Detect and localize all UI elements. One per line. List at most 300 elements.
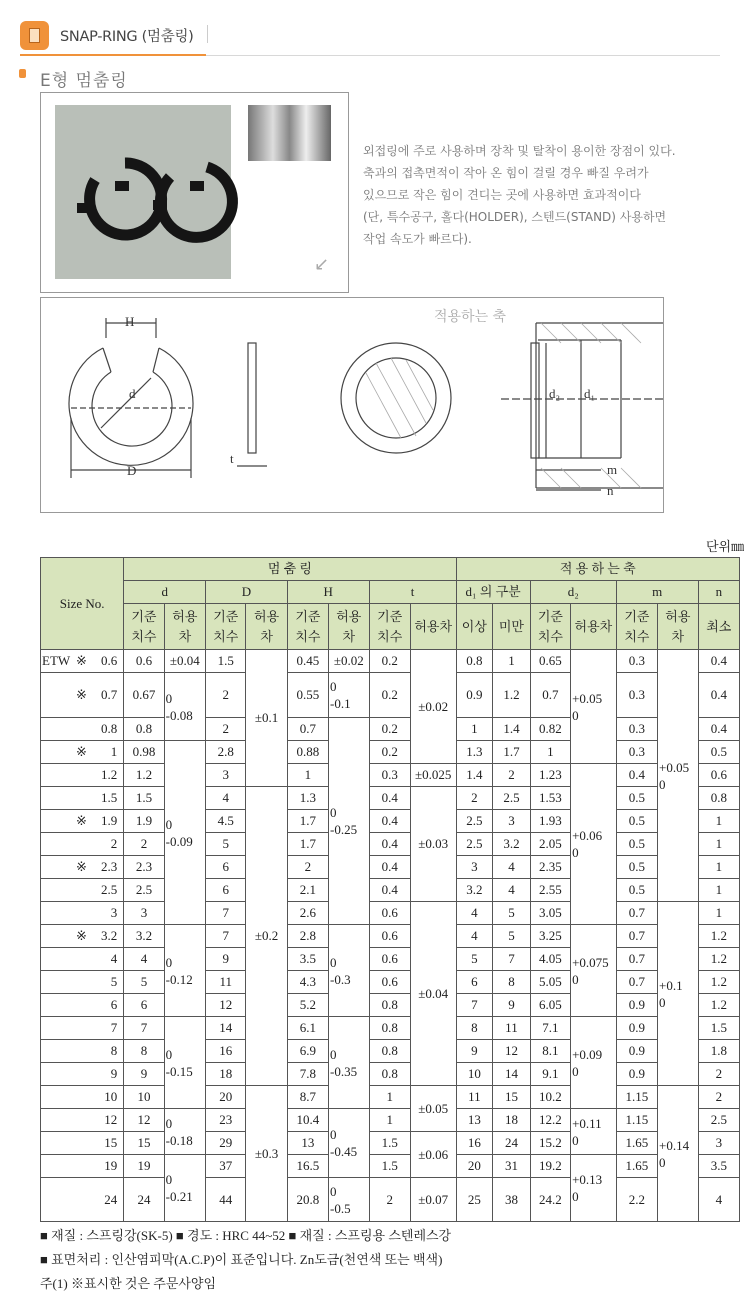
tolerance-line: +0.11 [572,1115,602,1131]
n-cell: 0.4 [698,673,739,718]
n-cell: 1.5 [698,1017,739,1040]
d1b-cell: 4 [493,879,531,902]
tolerance-line: ±0.02 [418,698,449,714]
d1b-cell: 1.2 [493,673,531,718]
d-tolerance-cell [164,1109,206,1155]
tolerance-line: ±0.3 [254,1145,279,1161]
m-cell: 2.2 [616,1178,657,1222]
shaft-group-header: 적 용 하 는 축 [456,558,739,581]
tolerance-line: 0 [572,971,579,987]
n-cell: 1.2 [698,971,739,994]
size-cell [41,994,124,1017]
n-cell: 2 [698,1086,739,1109]
size-cell [41,1063,124,1086]
column-header [329,604,370,650]
n-cell: 2.5 [698,1109,739,1132]
t-cell: 0.4 [369,879,410,902]
n-cell: 0.6 [698,764,739,787]
d2-cell: 0.65 [530,650,570,673]
d1a-cell: 10 [456,1063,493,1086]
description [363,140,743,250]
D-cell: 11 [206,971,246,994]
table-row [41,971,740,994]
label-d: d [129,386,136,401]
size-cell [41,650,124,673]
description-line: 작업 속도가 빠르다). [363,232,472,246]
m-cell: 0.9 [616,1063,657,1086]
m-cell: 0.7 [616,902,657,925]
t-tolerance-cell [410,1086,456,1132]
column-header [456,604,493,650]
table-row [41,1109,740,1132]
table-row [41,810,740,833]
d1a-cell: 11 [456,1086,493,1109]
H-cell: 2 [287,856,328,879]
tolerance-line: -0.15 [165,1063,193,1079]
size-cell [41,925,124,948]
table-row [41,1063,740,1086]
size-cell [41,1017,124,1040]
H-cell: 5.2 [287,994,328,1017]
tolerance-line: -0.5 [330,1200,351,1216]
size-cell [41,764,124,787]
size-cell [41,1040,124,1063]
size-cell [41,718,124,741]
d1b-cell: 9 [493,994,531,1017]
column-header-text: 차 [671,628,685,644]
D-cell: 7 [206,902,246,925]
tolerance-line: 0 [165,1172,173,1187]
n-cell: 1 [698,879,739,902]
table-row [41,1155,740,1178]
d1b-cell: 18 [493,1109,531,1132]
size-value: 3 [110,905,118,920]
t-cell: 0.2 [369,650,410,673]
tolerance-line: ±0.03 [418,836,449,851]
size-value: 8 [110,1043,118,1058]
size-value: 6 [110,997,118,1012]
t-cell: 0.2 [369,673,410,718]
d1b-cell: 38 [493,1178,531,1222]
d-cell: 8 [124,1040,164,1063]
H-tolerance-cell [329,650,370,673]
tolerance-line: 0 [165,954,173,970]
d-tolerance-cell [164,650,206,673]
t-cell: 0.4 [369,833,410,856]
d2-tolerance-cell [571,1155,617,1222]
column-header [616,604,657,650]
d2-cell: 3.05 [530,902,570,925]
tolerance-line: 0 [165,1046,173,1062]
label-n: n [607,483,614,498]
column-header-text: 기준 [213,608,239,624]
table-row [41,673,740,718]
d2-cell: 1.23 [530,764,570,787]
m-cell: 0.7 [616,971,657,994]
t-cell: 1.5 [369,1132,410,1155]
D-cell: 5 [206,833,246,856]
H-cell: 4.3 [287,971,328,994]
d-tolerance-cell [164,1155,206,1222]
d-cell: 3.2 [124,925,164,948]
tolerance-line: ±0.02 [333,653,364,668]
column-header-text: 허용 [665,608,691,624]
d1a-cell: 5 [456,948,493,971]
d1b-cell: 1.7 [493,741,531,764]
sub-header: d₂ [530,581,616,604]
D-tolerance-cell [246,650,287,787]
m-cell: 0.5 [616,787,657,810]
m-cell: 0.3 [616,718,657,741]
column-header-text: 기준 [295,608,321,624]
column-header [246,604,287,650]
d1a-cell: 3.2 [456,879,493,902]
D-cell: 20 [206,1086,246,1109]
tolerance-line: +0.05 [572,690,603,706]
H-cell: 2.1 [287,879,328,902]
D-tolerance-cell [246,787,287,1086]
size-value: 2.3 [101,859,118,874]
H-cell: 1 [287,764,328,787]
H-cell: 10.4 [287,1109,328,1132]
d1a-cell: 8 [456,1017,493,1040]
tolerance-line: 0 [572,1063,579,1079]
size-cell [41,741,124,764]
d-cell: 0.67 [124,673,164,718]
table-row [41,1132,740,1155]
column-header-text: 허용 [336,608,362,624]
H-tolerance-cell [329,673,370,718]
column-header-text: 기준 [377,608,403,624]
shaft-label: 적용하는 축 [434,309,507,325]
d2-cell: 7.1 [530,1017,570,1040]
title-underline-accent [20,54,206,56]
tolerance-line: +0.13 [572,1172,603,1187]
d1b-cell: 3.2 [493,833,531,856]
D-cell: 2 [206,673,246,718]
t-cell: 0.4 [369,810,410,833]
d1a-cell: 4 [456,925,493,948]
sub-header: d₁ 의 구분 [456,581,530,604]
d1b-cell: 8 [493,971,531,994]
t-cell: 0.6 [369,925,410,948]
d1b-cell: 1 [493,650,531,673]
size-value: 1 [110,744,118,759]
table-row [41,1086,740,1109]
t-cell: 0.8 [369,1017,410,1040]
tolerance-line: -0.25 [330,822,358,837]
d-cell: 5 [124,971,164,994]
d1a-cell: 4 [456,902,493,925]
tolerance-line: -0.35 [330,1063,358,1079]
t-tolerance-cell [410,1178,456,1222]
size-cell [41,810,124,833]
size-cell [41,1109,124,1132]
table-row [41,902,740,925]
d1a-cell: 25 [456,1178,493,1222]
size-value: 9 [110,1066,118,1081]
d1b-cell: 2.5 [493,787,531,810]
size-value: 12 [104,1112,118,1127]
tolerance-line: 0 [330,679,337,694]
section-title: E형 멈춤링 [40,71,128,91]
size-value: 19 [104,1158,118,1173]
m-cell: 1.15 [616,1086,657,1109]
d1b-cell: 2 [493,764,531,787]
size-value: 24 [104,1191,118,1207]
tolerance-line: -0.18 [165,1132,193,1148]
tolerance-line: 0 [572,1189,579,1204]
d-cell: 2 [124,833,164,856]
column-header-text: 허용 [172,608,198,624]
column-header [530,604,570,650]
n-cell: 1.2 [698,925,739,948]
m-cell: 1.65 [616,1155,657,1178]
m-cell: 0.5 [616,879,657,902]
H-cell: 20.8 [287,1178,328,1222]
column-header-text: 치수 [295,628,321,644]
ring-group-header: 멈 춤 링 [124,558,456,581]
tolerance-line: ±0.04 [169,653,200,668]
table-row [41,764,740,787]
column-header-text: 치수 [213,628,239,644]
tolerance-line: 0 [330,1127,337,1142]
m-cell: 0.3 [616,673,657,718]
size-cell [41,856,124,879]
e-ring-stack-photo [248,105,331,161]
d2-cell: 8.1 [530,1040,570,1063]
d-cell: 0.8 [124,718,164,741]
d1b-cell: 11 [493,1017,531,1040]
H-cell: 7.8 [287,1063,328,1086]
column-header-text: 이상 [461,618,487,634]
H-cell: 1.7 [287,810,328,833]
tolerance-line: 0 [165,816,173,832]
D-cell: 29 [206,1132,246,1155]
title-underline [206,55,720,56]
column-header-text: 치수 [377,628,403,644]
column-header-text: 치수 [624,628,650,644]
n-cell: 1.2 [698,948,739,971]
d1b-cell: 1.4 [493,718,531,741]
enlarge-arrow-icon[interactable]: ↙ [314,254,330,275]
size-cell [41,1132,124,1155]
column-header-text: 기준 [624,608,650,624]
d1a-cell: 13 [456,1109,493,1132]
column-header-text: 허용차 [574,618,613,634]
d2-tolerance-cell [571,1017,617,1109]
D-cell: 44 [206,1178,246,1222]
d2-cell: 0.7 [530,673,570,718]
d1a-cell: 0.9 [456,673,493,718]
label-h: H [125,314,135,329]
d2-tolerance-cell [571,925,617,1017]
D-cell: 4.5 [206,810,246,833]
tolerance-line: -0.1 [330,696,351,711]
tolerance-line: ±0.05 [418,1100,449,1116]
d2-cell: 19.2 [530,1155,570,1178]
d1a-cell: 1 [456,718,493,741]
note-surface: ■ 표면처리 : 인산염피막(A.C.P)이 표준입니다. Zn도금(천연색 또는 백색) [40,1252,443,1267]
sub-header: H [287,581,369,604]
d2-cell: 1 [530,741,570,764]
tolerance-line: +0.1 [659,977,683,993]
d-cell: 2.5 [124,879,164,902]
m-cell: 0.5 [616,856,657,879]
n-cell: 0.5 [698,741,739,764]
column-header-text: 최소 [706,618,732,634]
H-cell: 16.5 [287,1155,328,1178]
d2-cell: 24.2 [530,1178,570,1222]
sub-header: d [124,581,206,604]
D-cell: 9 [206,948,246,971]
tolerance-line: ±0.025 [415,767,452,782]
size-cell [41,1086,124,1109]
D-cell: 6 [206,856,246,879]
size-value: 2 [110,836,118,851]
tolerance-line: +0.06 [572,828,603,843]
tolerance-line: -0.08 [165,707,193,723]
series-prefix: ETW [42,653,71,668]
column-header-text: 허용 [254,608,280,624]
tolerance-line: ±0.07 [418,1191,449,1207]
tolerance-line: +0.075 [572,954,609,970]
n-cell: 3 [698,1132,739,1155]
t-cell: 0.4 [369,787,410,810]
d-cell: 0.6 [124,650,164,673]
d-cell: 1.9 [124,810,164,833]
d1a-cell: 3 [456,856,493,879]
d-cell: 12 [124,1109,164,1132]
d1a-cell: 6 [456,971,493,994]
column-header [658,604,699,650]
spec-table [40,557,740,1222]
d1a-cell: 7 [456,994,493,1017]
n-cell: 4 [698,1178,739,1222]
size-no-header: Size No. [41,558,124,650]
m-cell: 1.65 [616,1132,657,1155]
tolerance-line: +0.05 [659,759,690,775]
order-mark: ※ [76,859,87,874]
H-cell: 1.3 [287,787,328,810]
n-cell: 0.8 [698,787,739,810]
page-title: SNAP-RING (멈춤링) [60,29,194,45]
d-cell: 24 [124,1178,164,1222]
d1a-cell: 2.5 [456,810,493,833]
d2-cell: 3.25 [530,925,570,948]
H-cell: 8.7 [287,1086,328,1109]
m-tolerance-cell [658,650,699,902]
column-header [410,604,456,650]
n-cell: 3.5 [698,1155,739,1178]
H-cell: 6.1 [287,1017,328,1040]
tolerance-line: 0 [572,845,579,860]
d-cell: 15 [124,1132,164,1155]
H-tolerance-cell [329,925,370,1017]
d2-tolerance-cell [571,1109,617,1155]
size-cell [41,879,124,902]
d-cell: 9 [124,1063,164,1086]
table-row [41,1017,740,1040]
n-cell: 0.4 [698,650,739,673]
table-row [41,718,740,741]
d1a-cell: 16 [456,1132,493,1155]
d1b-cell: 24 [493,1132,531,1155]
table-row [41,879,740,902]
n-cell: 1.2 [698,994,739,1017]
size-cell [41,902,124,925]
m-cell: 0.9 [616,1017,657,1040]
m-cell: 0.7 [616,925,657,948]
column-header [493,604,531,650]
order-mark: ※ [76,928,87,943]
tolerance-line: ±0.2 [254,928,279,943]
t-cell: 0.8 [369,1040,410,1063]
d2-cell: 1.53 [530,787,570,810]
t-cell: 0.8 [369,994,410,1017]
m-cell: 0.5 [616,810,657,833]
t-cell: 0.2 [369,718,410,741]
d2-cell: 2.05 [530,833,570,856]
description-line: 있으므로 작은 힘이 견디는 곳에 사용하면 효과적이다 [363,188,641,202]
d2-cell: 4.05 [530,948,570,971]
tolerance-line: -0.12 [165,971,193,987]
document-icon [20,21,49,50]
tolerance-line: 0 [572,707,579,723]
d-tolerance-cell [164,673,206,741]
tolerance-line: -0.45 [330,1144,358,1159]
d1b-cell: 12 [493,1040,531,1063]
size-cell [41,1178,124,1222]
d-cell: 10 [124,1086,164,1109]
D-cell: 3 [206,764,246,787]
d2-cell: 15.2 [530,1132,570,1155]
D-cell: 6 [206,879,246,902]
tolerance-line: -0.3 [330,971,351,987]
d1a-cell: 2.5 [456,833,493,856]
tolerance-line: 0 [165,690,173,706]
table-row [41,833,740,856]
size-cell [41,673,124,718]
d-tolerance-cell [164,741,206,925]
column-header [206,604,246,650]
D-cell: 1.5 [206,650,246,673]
tolerance-line: 0 [165,1115,173,1131]
t-cell: 0.6 [369,948,410,971]
tolerance-line: 0 [659,994,666,1010]
tolerance-line: 0 [330,1183,337,1199]
unit-label: 단위㎜ [706,539,744,554]
sub-header: D [206,581,288,604]
t-tolerance-cell [410,787,456,902]
d2-tolerance-cell [571,764,617,925]
d1b-cell: 5 [493,925,531,948]
d2-cell: 1.93 [530,810,570,833]
column-header-text: 기준 [537,608,563,624]
tolerance-line: ±0.06 [418,1146,449,1162]
d1b-cell: 5 [493,902,531,925]
size-cell [41,971,124,994]
t-tolerance-cell [410,902,456,1086]
order-mark: ※ [76,687,87,702]
tolerance-line: +0.14 [659,1137,690,1153]
n-cell: 2 [698,1063,739,1086]
size-value: 0.6 [101,653,118,668]
m-tolerance-cell [658,1086,699,1222]
D-cell: 23 [206,1109,246,1132]
size-cell [41,948,124,971]
D-tolerance-cell [246,1086,287,1222]
